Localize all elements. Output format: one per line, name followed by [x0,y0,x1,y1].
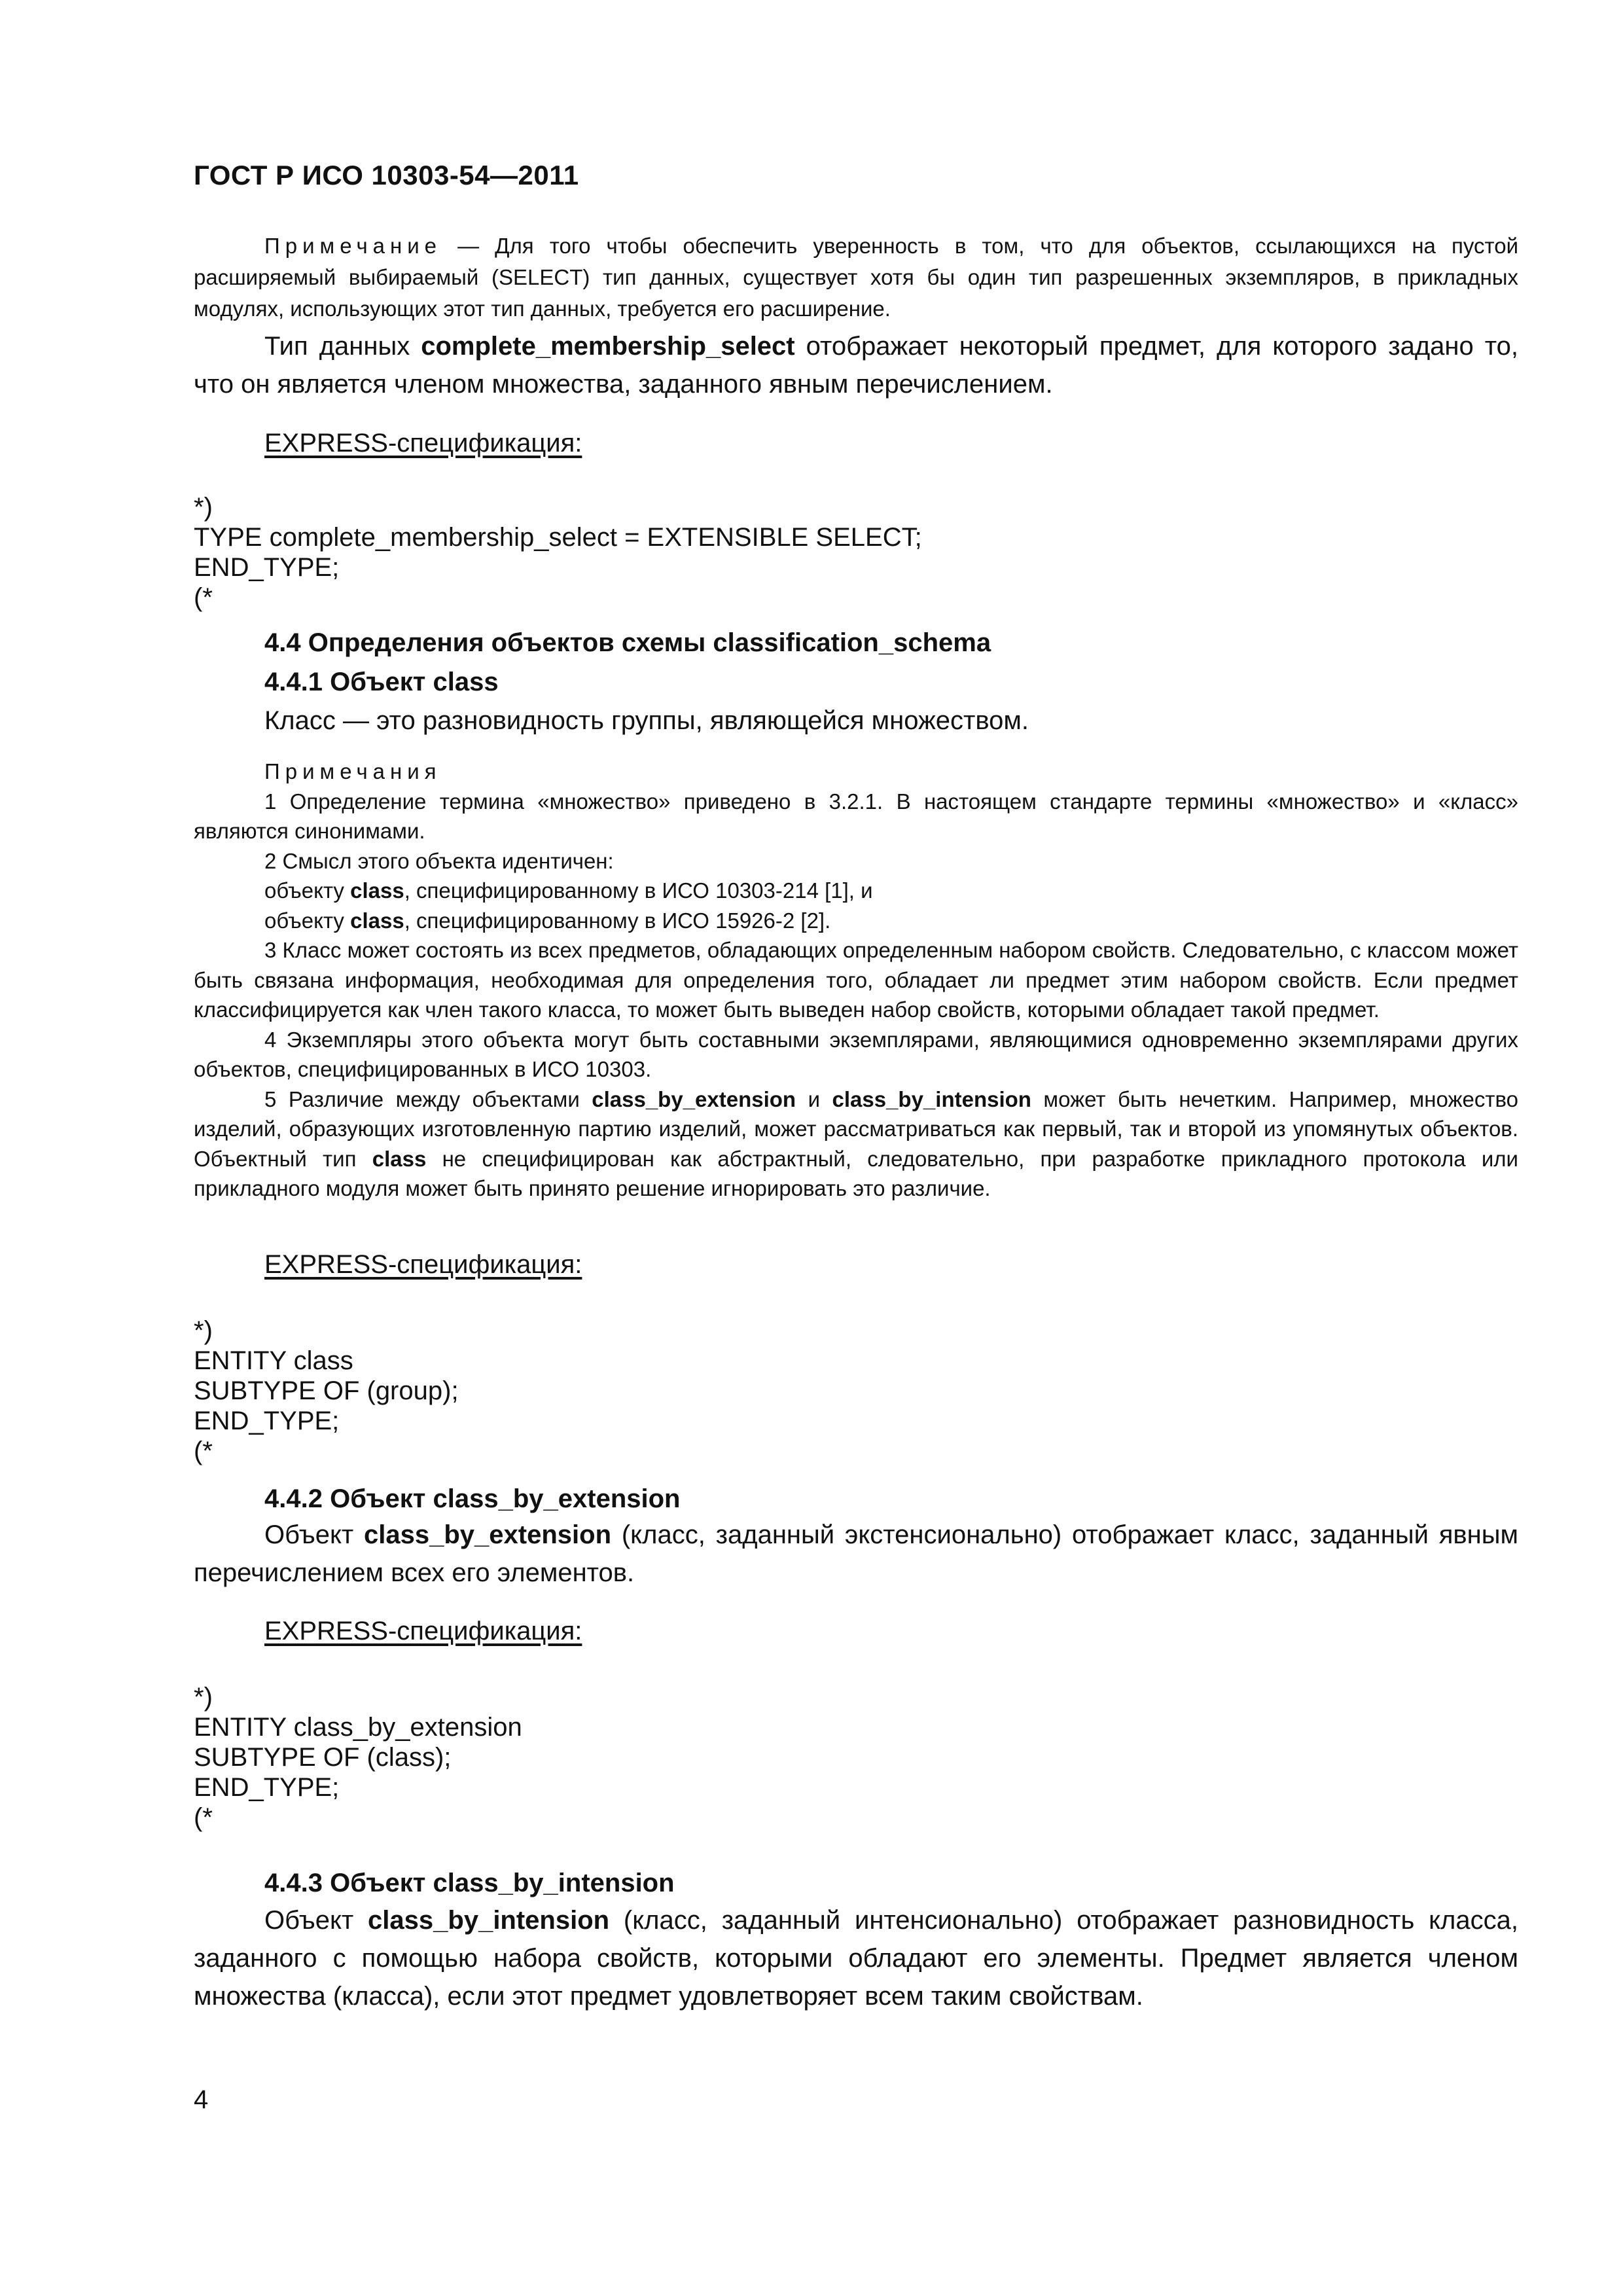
paragraph-class-definition: Класс — это разновидность группы, являющейся множеством. [264,706,1029,735]
express-spec-label-1: EXPRESS-спецификация: [264,429,582,457]
paragraph-class-by-extension: Объект class_by_extension (класс, заданный экстенсионально) отображает класс, заданный явным перечислением всех его элементов. [194,1520,1518,1587]
note-3: 3 Класс может состоять из всех предметов, обладающих определенным набором свойств. Следовательно, с классом может быть связана информация, необходимая для определения того, обладает ли предмет этим набором свойств. Если предмет классифицируется как член такого класса, то может быть выведен набор свойств, которыми обладает такой предмет. [194,938,1518,1022]
term-class-by-intension: class_by_intension [368,1906,610,1935]
paragraph-complete-membership-select: Тип данных complete_membership_select отображает некоторый предмет, для которого задано то, что он является членом множества, заданного явным перечислением. [194,332,1519,399]
notes-heading: Примечания [264,759,442,783]
section-heading-4-4-3: 4.4.3 Объект class_by_intension [264,1869,675,1897]
document-page [194,0,1518,2296]
note-2-item-b: объекту class, специфицированному в ИСО 15926-2 [2]. [264,908,831,933]
note-5: 5 Различие между объектами class_by_extension и class_by_intension может быть нечетким. Например, множество изделий, образующих изготовленную партию изделий, может рассматриваться как первый, так и второй из упомянутых объектов. Объектный тип class не специфицирован как абстрактный, следовательно, при разработке прикладного протокола или прикладного модуля может быть принято решение игнорировать это различие. [194,1086,1518,1200]
note-select-extension: Примечание — Для того чтобы обеспечить уверенность в том, что для объектов, ссылающихся на пустой расширяемый выбираемый (SELECT) тип данных, существует хотя бы один тип разрешенных экземпляров, в прикладных модулях, использующих этот тип данных, требуется его расширение. [194,234,1518,321]
note-2-intro: 2 Смысл этого объекта идентичен: [264,848,614,873]
section-heading-4-4-1: 4.4.1 Объект class [264,668,499,696]
express-code-block-3: *) ENTITY class_by_extension SUBTYPE OF (class); END_TYPE; (* [194,1683,522,1832]
document-header: ГОСТ Р ИСО 10303-54—2011 [194,160,579,190]
express-spec-label-2: EXPRESS-спецификация: [264,1250,582,1279]
express-code-block-1: *) TYPE complete_membership_select = EXTENSIBLE SELECT; END_TYPE; (* [194,493,922,612]
note-2-item-a: объекту class, специфицированному в ИСО 10303-214 [1], и [264,878,873,903]
note-text: Для того чтобы обеспечить уверенность в том, что для объектов, ссылающихся на пустой расширяемый выбираемый (SELECT) тип данных, существует хотя бы один тип разрешенных экземпляров, в прикладных модулях, использующих этот тип данных, требуется его расширение. [194,234,1518,321]
note-label: Примечание [264,234,442,258]
term-complete-membership-select: complete_membership_select [421,332,795,361]
express-spec-label-3: EXPRESS-спецификация: [264,1617,582,1645]
section-heading-4-4: 4.4 Определения объектов схемы classification_schema [264,628,991,657]
notes-block [194,757,1518,1204]
term-class-by-extension: class_by_extension [364,1520,612,1549]
note-1: 1 Определение термина «множество» приведено в 3.2.1. В настоящем стандарте термины «множество» и «класс» являются синонимами. [194,789,1518,843]
express-code-block-2: *) ENTITY class SUBTYPE OF (group); END_TYPE; (* [194,1316,459,1465]
paragraph-class-by-intension: Объект class_by_intension (класс, заданный интенсионально) отображает разновидность класса, заданного с помощью набора свойств, которыми обладают его элементы. Предмет является членом множества (класса), если этот предмет удовлетворяет всем таким свойствам. [194,1906,1519,2011]
section-heading-4-4-2: 4.4.2 Объект class_by_extension [264,1484,681,1513]
page-number: 4 [194,2085,209,2114]
note-4: 4 Экземпляры этого объекта могут быть составными экземплярами, являющимися одновременно экземплярами других объектов, специфицированных в ИСО 10303. [194,1027,1518,1081]
